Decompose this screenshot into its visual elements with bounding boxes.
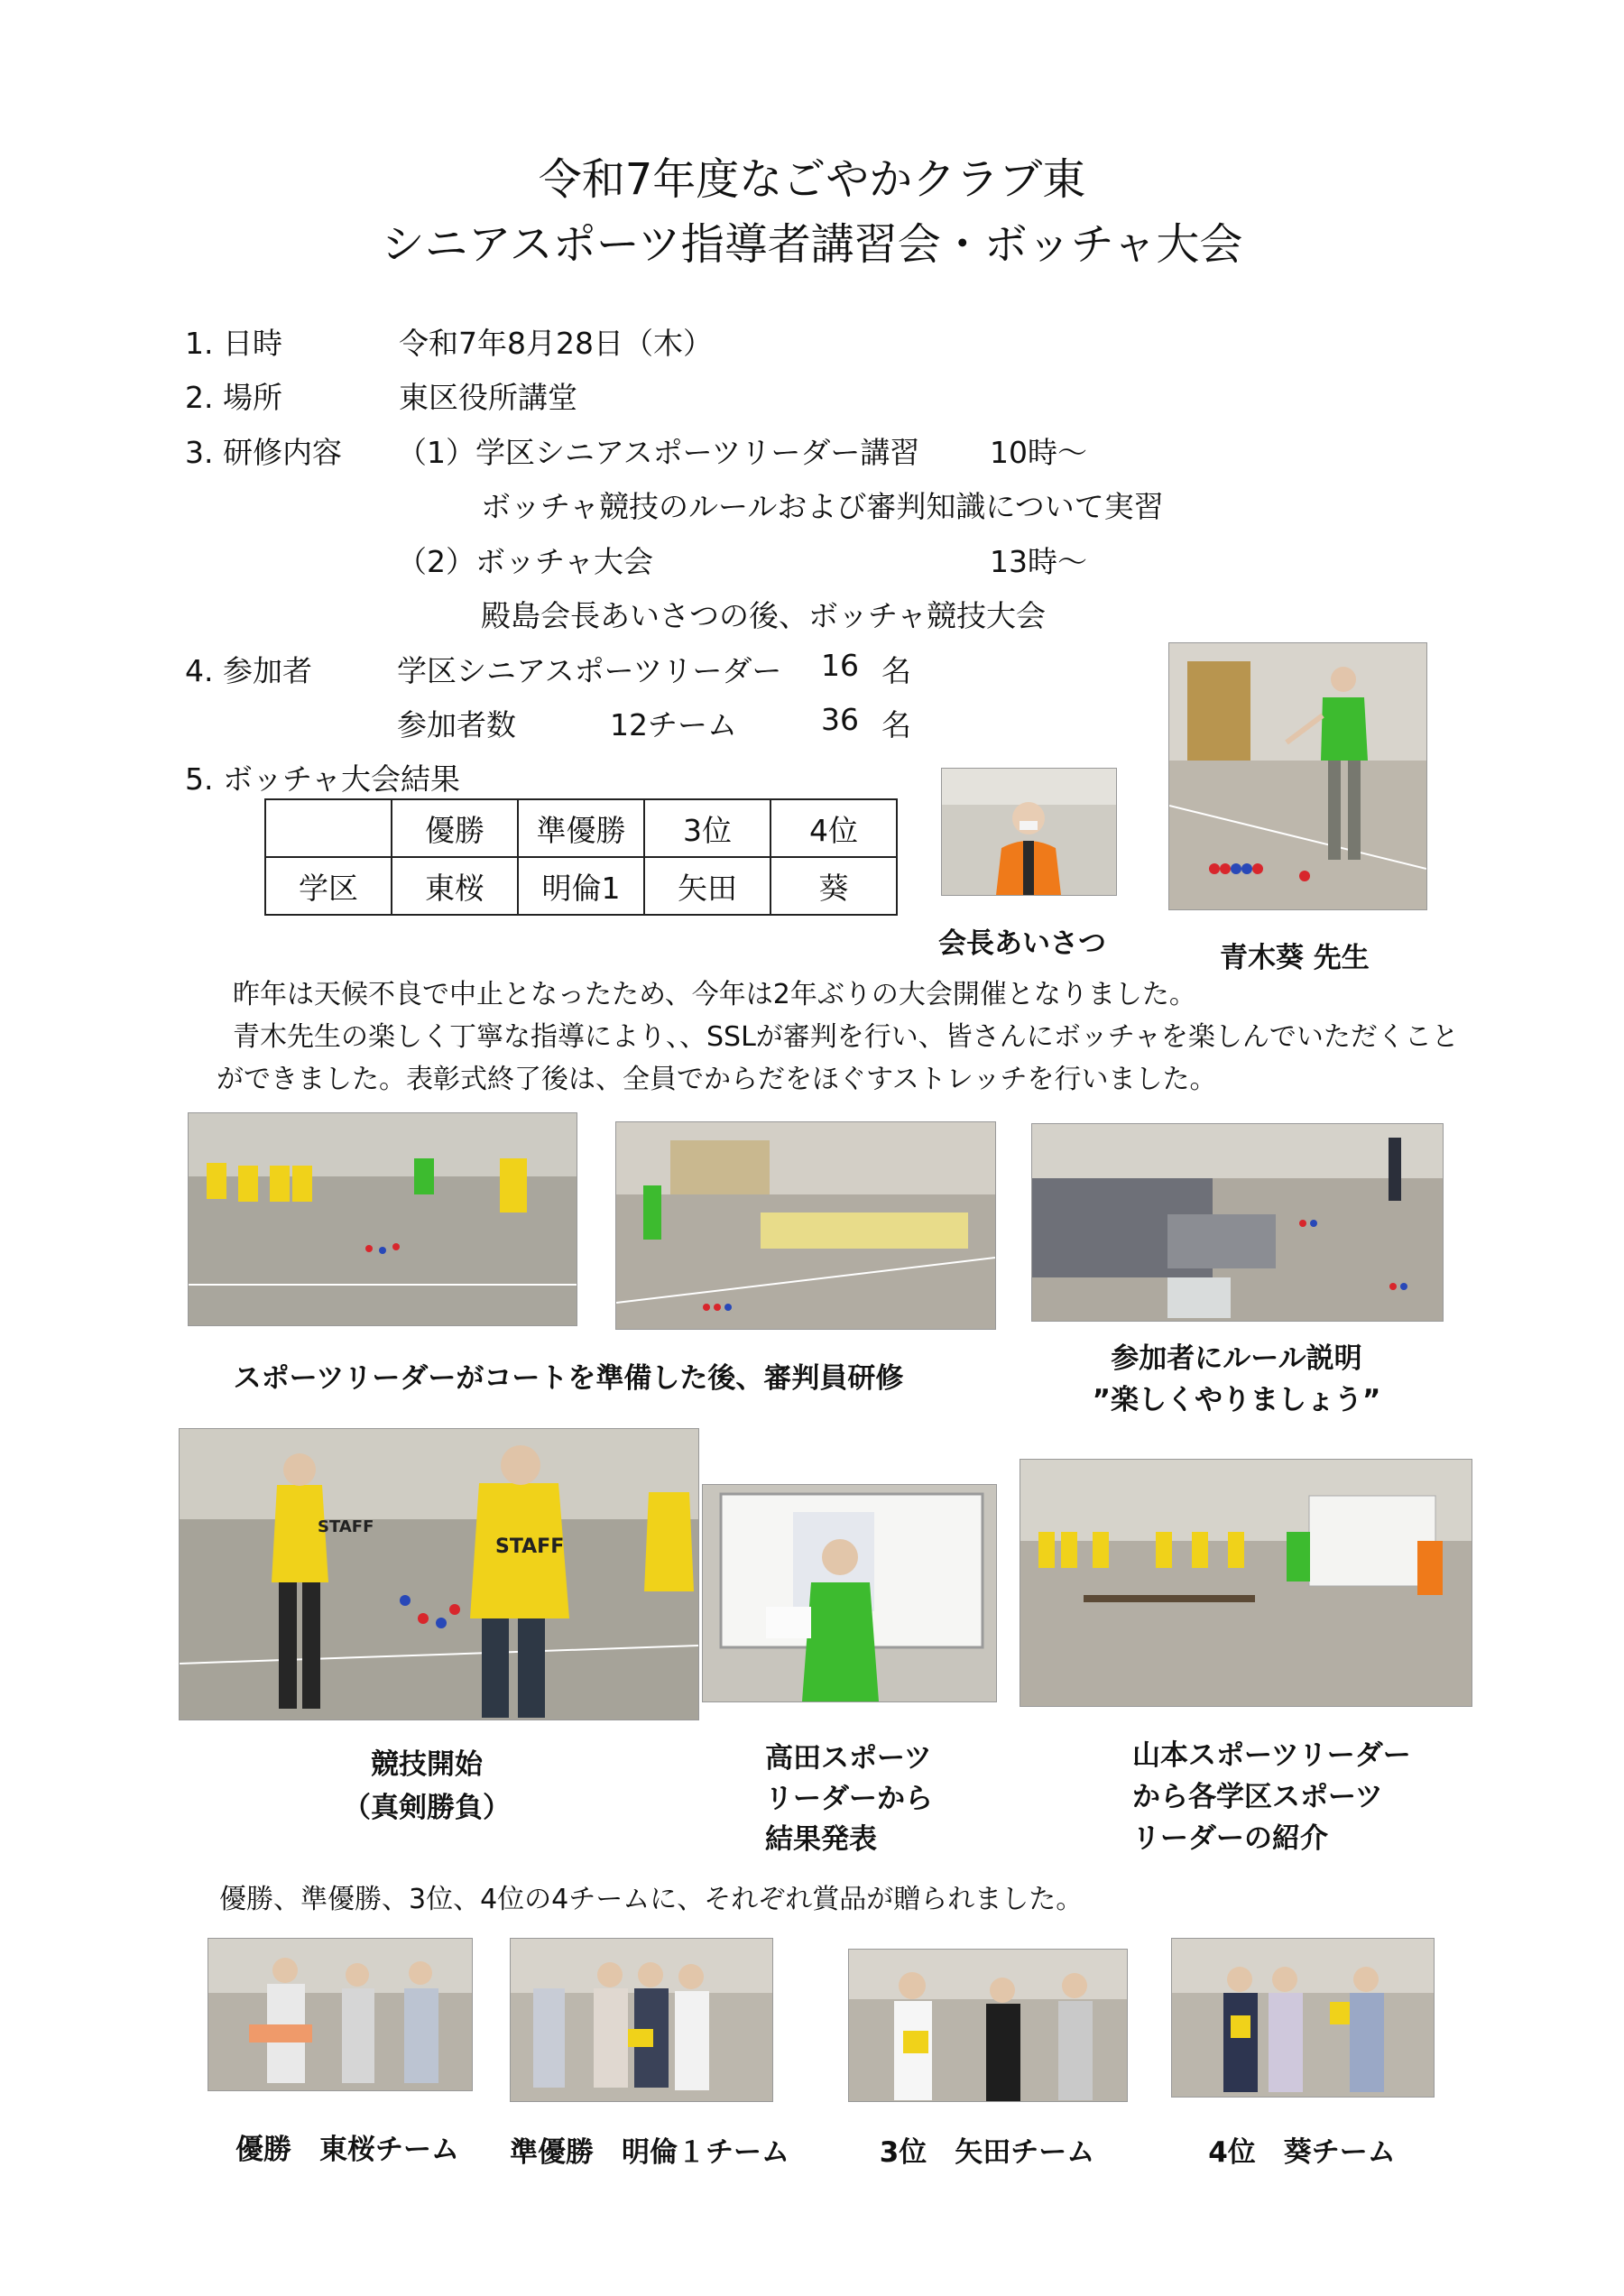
- participants-unit: 名: [881, 707, 911, 742]
- results-table: [264, 798, 898, 916]
- results-header-second: 準優勝: [518, 799, 644, 857]
- vest-label-left: STAFF: [318, 1517, 374, 1536]
- results-header-row: [265, 799, 897, 857]
- caption-takada-line-1: 高田スポーツ: [765, 1742, 932, 1775]
- photo-award-fourth: [1171, 1938, 1435, 2098]
- content1-title: （1）学区シニアスポーツリーダー講習: [397, 435, 920, 470]
- photo-rules-explanation: [1031, 1123, 1444, 1322]
- results-third: 矢田: [644, 857, 770, 915]
- paragraph-line-3: ができました。表彰式終了後は、全員でからだをほぐすストレッチを行いました。: [217, 1064, 1217, 1095]
- leaders-unit: 名: [881, 653, 911, 688]
- place-label: 2. 場所: [185, 380, 282, 415]
- photo-award-third: [848, 1949, 1128, 2102]
- caption-award-second: 準優勝 明倫１チーム: [510, 2136, 789, 2169]
- results-header-fourth: 4位: [770, 799, 897, 857]
- caption-rules-line-2: ”楽しくやりましょう”: [1092, 1384, 1381, 1416]
- date-value: 令和7年8月28日（木）: [399, 326, 713, 361]
- place-value: 東区役所講堂: [399, 380, 577, 415]
- photo-competition-start: [179, 1428, 699, 1720]
- caption-start-line-2: （真剣勝負）: [343, 1792, 511, 1824]
- caption-leaders-prep: スポーツリーダーがコートを準備した後、審判員研修: [233, 1362, 904, 1395]
- participants-count-label: 参加者数: [397, 707, 516, 742]
- results-header-third: 3位: [644, 799, 770, 857]
- title-line-2: シニアスポーツ指導者講習会・ボッチャ大会: [381, 219, 1243, 270]
- content2-title: （2）ボッチャ大会: [397, 544, 654, 579]
- content-label: 3. 研修内容: [185, 435, 342, 470]
- title-line-1: 令和7年度なごやかクラブ東: [538, 154, 1086, 205]
- caption-start-line-1: 競技開始: [371, 1748, 483, 1781]
- caption-yamamoto-line-1: 山本スポーツリーダー: [1132, 1739, 1411, 1772]
- caption-award-first: 優勝 東桜チーム: [235, 2134, 459, 2166]
- results-second: 明倫1: [518, 857, 644, 915]
- prizes-sentence: 優勝、準優勝、3位、4位の4チームに、それぞれ賞品が贈られました。: [219, 1884, 1084, 1915]
- results-label: 5. ボッチャ大会結果: [185, 761, 460, 797]
- content2-time: 13時～: [990, 544, 1087, 579]
- teams-count: 12チーム: [610, 707, 737, 742]
- date-label: 1. 日時: [185, 326, 282, 361]
- results-row-label: 学区: [265, 857, 392, 915]
- results-header-blank: [265, 799, 392, 857]
- caption-takada-line-2: リーダーから: [765, 1783, 933, 1815]
- leaders-label: 学区シニアスポーツリーダー: [397, 653, 782, 688]
- paragraph-line-1: 昨年は天候不良で中止となったため、今年は2年ぶりの大会開催となりました。: [233, 979, 1196, 1010]
- paragraph-line-2: 青木先生の楽しく丁寧な指導により、、SSLが審判を行い、皆さんにボッチャを楽しんでいただくこと: [233, 1021, 1459, 1053]
- photo-award-first: [208, 1938, 473, 2091]
- content1-time: 10時～: [990, 435, 1087, 470]
- results-header-first: 優勝: [392, 799, 518, 857]
- caption-yamamoto-line-2: から各学区スポーツ: [1132, 1781, 1383, 1813]
- caption-teacher: 青木葵 先生: [1220, 942, 1370, 974]
- content2-detail: 殿島会長あいさつの後、ボッチャ競技大会: [481, 598, 1047, 633]
- photo-leaders-training-2: [615, 1121, 996, 1330]
- photo-chairman-greeting: [941, 768, 1117, 896]
- photo-award-second: [510, 1938, 773, 2102]
- leaders-count: 16: [821, 648, 859, 683]
- caption-takada-line-3: 結果発表: [765, 1823, 877, 1856]
- caption-award-fourth: 4位 葵チーム: [1208, 2136, 1396, 2169]
- caption-chairman: 会長あいさつ: [938, 927, 1106, 960]
- photo-yamamoto-introduction: [1020, 1459, 1472, 1707]
- caption-yamamoto-line-3: リーダーの紹介: [1132, 1822, 1328, 1855]
- caption-rules-line-1: 参加者にルール説明: [1111, 1342, 1362, 1375]
- vest-label-right: STAFF: [495, 1535, 565, 1558]
- caption-award-third: 3位 矢田チーム: [879, 2136, 1095, 2169]
- participants-label: 4. 参加者: [185, 653, 312, 688]
- photo-teacher: [1168, 642, 1427, 910]
- results-first: 東桜: [392, 857, 518, 915]
- results-data-row: [265, 857, 897, 915]
- photo-leaders-training-1: [188, 1112, 577, 1326]
- photo-takada-results: [702, 1484, 997, 1702]
- content1-detail: ボッチャ競技のルールおよび審判知識について実習: [481, 489, 1164, 524]
- results-fourth: 葵: [770, 857, 897, 915]
- participants-count: 36: [821, 702, 859, 737]
